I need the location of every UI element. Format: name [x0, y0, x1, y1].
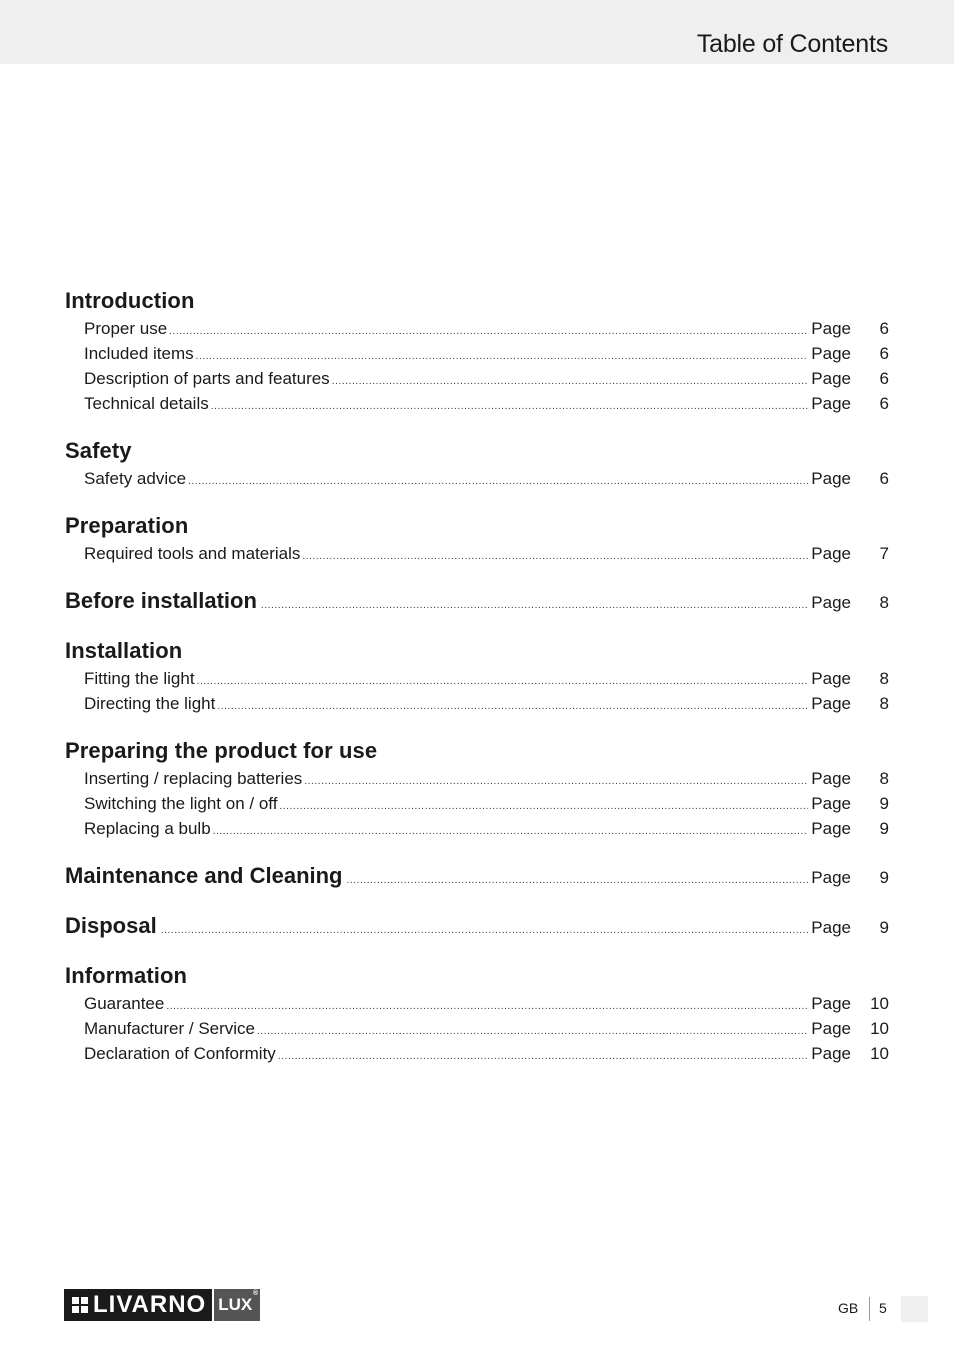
toc-entry[interactable]: [65, 466, 889, 491]
toc-entry-label: Included items: [84, 344, 194, 363]
toc-section: [65, 636, 889, 736]
page-number: 8: [879, 694, 889, 713]
table-of-contents: [65, 286, 889, 1066]
logo-main: [64, 1289, 212, 1321]
brand-logo: [64, 1289, 260, 1321]
dot-leader: [302, 544, 808, 569]
toc-heading: Preparing the product for use: [65, 738, 378, 763]
toc-entry-label: Required tools and materials: [84, 544, 301, 563]
toc-section: [65, 961, 889, 1066]
page-word: Page: [811, 319, 851, 338]
page-word: Page: [811, 469, 851, 488]
toc-entry-label: Description of parts and features: [84, 369, 330, 388]
page-number: 10: [870, 1019, 889, 1038]
dot-leader: [188, 469, 808, 494]
toc-heading-row[interactable]: [65, 861, 889, 891]
page-word: Page: [811, 694, 851, 713]
page-number: 8: [879, 769, 889, 788]
dot-leader: [347, 866, 809, 896]
toc-section: [65, 736, 889, 861]
toc-entry-label: Technical details: [84, 394, 209, 413]
toc-entry[interactable]: [65, 1041, 889, 1066]
toc-entry[interactable]: [65, 1016, 889, 1041]
logo-text: LIVARNO: [93, 1291, 207, 1318]
page-word: Page: [811, 1044, 851, 1063]
toc-entry-label: Declaration of Conformity: [84, 1044, 276, 1063]
page-number: 10: [870, 1044, 889, 1063]
dot-leader: [257, 1019, 808, 1044]
toc-heading-row[interactable]: [65, 586, 889, 616]
toc-section: [65, 911, 889, 961]
toc-entry[interactable]: [65, 816, 889, 841]
dot-leader: [213, 819, 808, 844]
dot-leader: [166, 994, 808, 1019]
toc-entry-label: Fitting the light: [84, 669, 195, 688]
dot-leader: [279, 794, 808, 819]
page-word: Page: [811, 769, 851, 788]
toc-section: [65, 586, 889, 636]
toc-heading: Installation: [65, 638, 183, 663]
toc-entry[interactable]: [65, 991, 889, 1016]
dot-leader: [278, 1044, 808, 1069]
toc-entry-label: Replacing a bulb: [84, 819, 211, 838]
toc-entry-label: Proper use: [84, 319, 168, 338]
toc-heading: Before installation: [65, 588, 257, 613]
toc-entry[interactable]: [65, 691, 889, 716]
page-word: Page: [811, 394, 851, 413]
logo-registered-mark: ®: [253, 1290, 259, 1297]
toc-section: [65, 861, 889, 911]
dot-leader: [304, 769, 808, 794]
dot-leader: [261, 591, 808, 621]
page-number: 9: [879, 868, 889, 887]
toc-heading-row[interactable]: [65, 911, 889, 941]
dot-leader: [161, 916, 808, 946]
section-gap: [65, 841, 889, 861]
toc-entry-label: Guarantee: [84, 994, 165, 1013]
logo-sub: [214, 1289, 260, 1321]
page-number: 6: [879, 469, 889, 488]
page-word: Page: [811, 794, 851, 813]
page-word: Page: [811, 344, 851, 363]
page-number: 8: [879, 593, 889, 612]
page-word: Page: [811, 593, 851, 612]
page-word: Page: [811, 1019, 851, 1038]
page-number: 6: [879, 394, 889, 413]
toc-heading: Introduction: [65, 288, 195, 313]
toc-entry[interactable]: [65, 666, 889, 691]
page-word: Page: [811, 918, 851, 937]
footer-language: GB: [838, 1300, 859, 1316]
toc-entry[interactable]: [65, 316, 889, 341]
toc-heading: Safety: [65, 438, 132, 463]
page-number: 7: [879, 544, 889, 563]
toc-entry-label: Manufacturer / Service: [84, 1019, 256, 1038]
toc-entry-label: Switching the light on / off: [84, 794, 278, 813]
dot-leader: [217, 694, 808, 719]
page-number: 9: [879, 794, 889, 813]
toc-entry[interactable]: [65, 766, 889, 791]
toc-heading: Maintenance and Cleaning: [65, 863, 343, 888]
page-number: 9: [879, 918, 889, 937]
dot-leader: [197, 669, 808, 694]
toc-entry[interactable]: [65, 391, 889, 416]
section-gap: [65, 491, 889, 511]
toc-entry-label: Directing the light: [84, 694, 216, 713]
page-number: 6: [879, 344, 889, 363]
toc-section: [65, 436, 889, 511]
page-number: 10: [870, 994, 889, 1013]
footer-tab-box: [901, 1296, 928, 1322]
footer-divider: [869, 1297, 870, 1321]
dot-leader: [169, 319, 808, 344]
section-gap: [65, 716, 889, 736]
toc-heading: Disposal: [65, 913, 157, 938]
toc-entry[interactable]: [65, 341, 889, 366]
page-number: 6: [879, 369, 889, 388]
toc-section: [65, 286, 889, 436]
toc-entry[interactable]: [65, 366, 889, 391]
page-word: Page: [811, 868, 851, 887]
dot-leader: [332, 369, 808, 394]
page-title: Table of Contents: [696, 30, 888, 58]
dot-leader: [211, 394, 808, 419]
toc-entry-label: Safety advice: [84, 469, 187, 488]
section-gap: [65, 566, 889, 586]
logo-squares-icon: [72, 1297, 88, 1313]
page-number: 6: [879, 319, 889, 338]
page-word: Page: [811, 994, 851, 1013]
page-number: 9: [879, 819, 889, 838]
toc-heading: Preparation: [65, 513, 189, 538]
page-word: Page: [811, 369, 851, 388]
toc-section: [65, 511, 889, 586]
section-gap: [65, 416, 889, 436]
page-word: Page: [811, 669, 851, 688]
page-word: Page: [811, 544, 851, 563]
logo-sub-text: LUX: [218, 1295, 253, 1314]
toc-entry[interactable]: [65, 791, 889, 816]
page-number: 8: [879, 669, 889, 688]
footer-page-number: 5: [879, 1300, 887, 1316]
toc-heading: Information: [65, 963, 188, 988]
toc-entry[interactable]: [65, 541, 889, 566]
toc-entry-label: Inserting / replacing batteries: [84, 769, 303, 788]
page-word: Page: [811, 819, 851, 838]
